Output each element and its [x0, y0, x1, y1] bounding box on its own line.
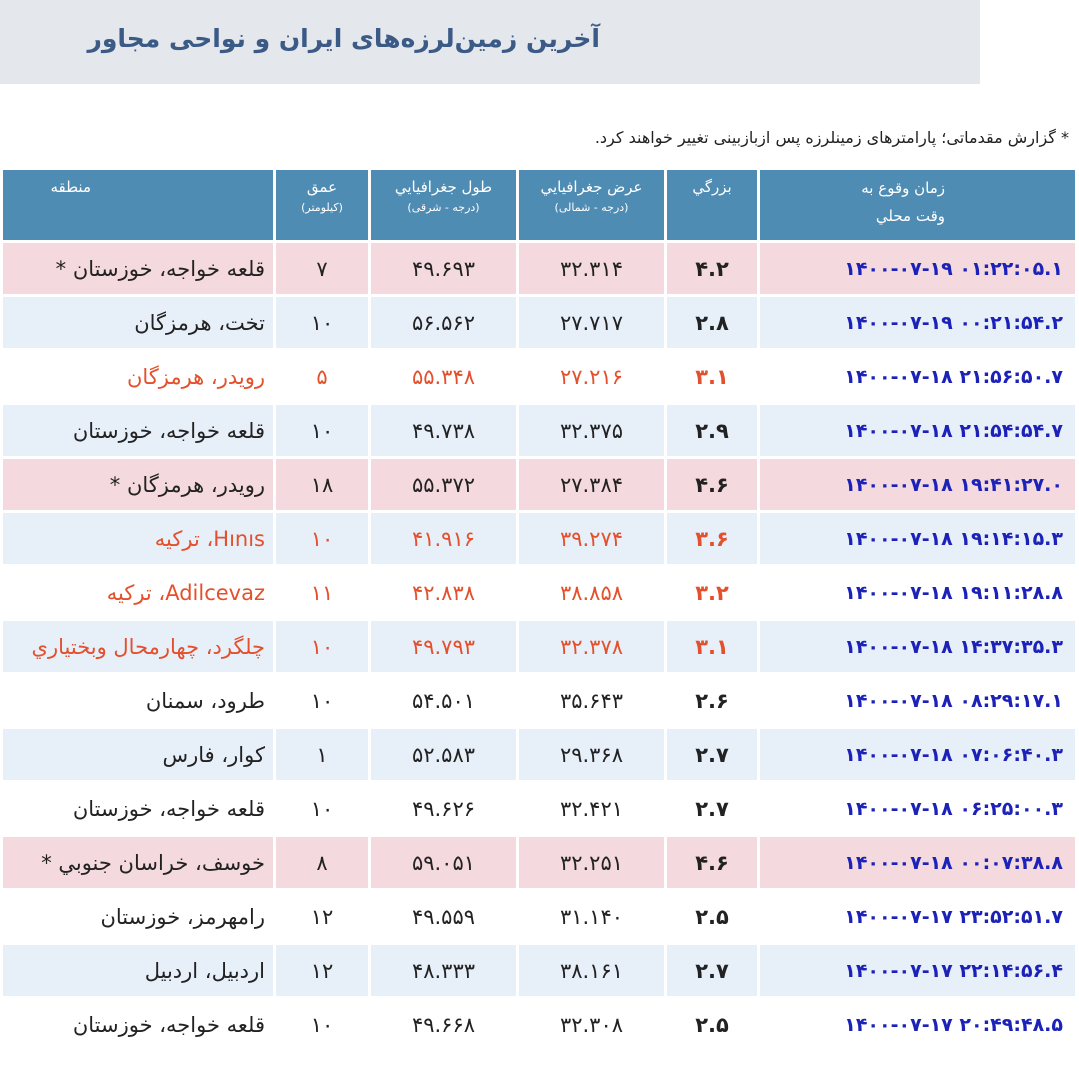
cell-time: ۱۴۰۰-۰۷-۱۸ ۲۱:۵۴:۵۴.۷ — [760, 405, 1075, 456]
cell-latitude: ۳۲.۳۷۵ — [519, 405, 664, 456]
cell-region: كوار، فارس — [3, 729, 273, 780]
header-longitude-label: طول جغرافيايي — [394, 178, 493, 196]
cell-latitude: ۲۷.۳۸۴ — [519, 459, 664, 510]
header-depth-label: عمق — [306, 178, 338, 196]
cell-latitude: ۳۲.۳۷۸ — [519, 621, 664, 672]
cell-time: ۱۴۰۰-۰۷-۱۸ ۰۶:۲۵:۰۰.۳ — [760, 783, 1075, 834]
header-latitude-unit: (درجه - شمالی) — [554, 201, 629, 214]
cell-magnitude: ۲.۷ — [667, 783, 757, 834]
cell-magnitude: ۲.۸ — [667, 297, 757, 348]
cell-time: ۱۴۰۰-۰۷-۱۷ ۲۰:۴۹:۴۸.۵ — [760, 999, 1075, 1050]
cell-latitude: ۲۷.۲۱۶ — [519, 351, 664, 402]
header-longitude[interactable] — [371, 170, 516, 240]
cell-longitude: ۴۹.۵۵۹ — [371, 891, 516, 942]
cell-longitude: ۵۹.۰۵۱ — [371, 837, 516, 888]
table-row[interactable] — [3, 459, 1075, 510]
page-title: آخرین زمین‌لرزه‌های ایران و نواحی مجاور — [87, 24, 600, 53]
table-row[interactable] — [3, 567, 1075, 618]
cell-longitude: ۴۲.۸۳۸ — [371, 567, 516, 618]
cell-time: ۱۴۰۰-۰۷-۱۹ ۰۰:۲۱:۵۴.۲ — [760, 297, 1075, 348]
cell-longitude: ۴۱.۹۱۶ — [371, 513, 516, 564]
cell-magnitude: ۲.۶ — [667, 675, 757, 726]
header-region-label: منطقه — [50, 178, 91, 196]
cell-magnitude: ۲.۵ — [667, 999, 757, 1050]
cell-latitude: ۳۲.۳۱۴ — [519, 243, 664, 294]
cell-depth: ۱۰ — [276, 675, 368, 726]
cell-time: ۱۴۰۰-۰۷-۱۸ ۱۴:۳۷:۳۵.۳ — [760, 621, 1075, 672]
cell-time: ۱۴۰۰-۰۷-۱۸ ۰۷:۰۶:۴۰.۳ — [760, 729, 1075, 780]
table-row[interactable] — [3, 243, 1075, 294]
cell-region: قلعه خواجه، خوزستان — [3, 783, 273, 834]
table-row[interactable] — [3, 945, 1075, 996]
cell-magnitude: ۴.۶ — [667, 837, 757, 888]
cell-longitude: ۴۹.۶۲۶ — [371, 783, 516, 834]
cell-time: ۱۴۰۰-۰۷-۱۸ ۱۹:۴۱:۲۷.۰ — [760, 459, 1075, 510]
table-row[interactable] — [3, 675, 1075, 726]
cell-magnitude: ۳.۱ — [667, 621, 757, 672]
cell-depth: ۷ — [276, 243, 368, 294]
cell-depth: ۱۱ — [276, 567, 368, 618]
table-header-row — [3, 170, 1075, 240]
cell-longitude: ۴۹.۶۹۳ — [371, 243, 516, 294]
header-magnitude[interactable] — [667, 170, 757, 240]
header-latitude-label: عرض جغرافيايي — [540, 178, 643, 196]
cell-latitude: ۳۸.۸۵۸ — [519, 567, 664, 618]
table-row[interactable] — [3, 297, 1075, 348]
cell-time: ۱۴۰۰-۰۷-۱۷ ۲۳:۵۲:۵۱.۷ — [760, 891, 1075, 942]
cell-longitude: ۴۹.۶۶۸ — [371, 999, 516, 1050]
cell-magnitude: ۲.۵ — [667, 891, 757, 942]
cell-longitude: ۴۹.۷۳۸ — [371, 405, 516, 456]
cell-latitude: ۳۲.۴۲۱ — [519, 783, 664, 834]
table-row[interactable] — [3, 837, 1075, 888]
header-magnitude-label: بزرگي — [692, 178, 732, 196]
table-row[interactable] — [3, 783, 1075, 834]
cell-depth: ۵ — [276, 351, 368, 402]
cell-magnitude: ۲.۷ — [667, 945, 757, 996]
cell-latitude: ۲۷.۷۱۷ — [519, 297, 664, 348]
cell-magnitude: ۲.۹ — [667, 405, 757, 456]
cell-magnitude: ۴.۲ — [667, 243, 757, 294]
header-depth-unit: (کیلومتر) — [301, 201, 343, 214]
cell-magnitude: ۳.۱ — [667, 351, 757, 402]
cell-depth: ۱۰ — [276, 297, 368, 348]
table-row[interactable] — [3, 351, 1075, 402]
cell-depth: ۸ — [276, 837, 368, 888]
preliminary-note: * گزارش مقدماتی؛ پارامترهای زمینلرزه پس ازبازبینی تغییر خواهند کرد. — [594, 128, 1069, 147]
cell-latitude: ۳۸.۱۶۱ — [519, 945, 664, 996]
cell-region: طرود، سمنان — [3, 675, 273, 726]
cell-latitude: ۳۲.۲۵۱ — [519, 837, 664, 888]
table-body — [3, 243, 1075, 1050]
cell-magnitude: ۴.۶ — [667, 459, 757, 510]
table-row[interactable] — [3, 891, 1075, 942]
cell-longitude: ۵۲.۵۸۳ — [371, 729, 516, 780]
cell-depth: ۱۰ — [276, 405, 368, 456]
cell-depth: ۱۰ — [276, 513, 368, 564]
cell-region: خوسف، خراسان جنوبي * — [3, 837, 273, 888]
cell-time: ۱۴۰۰-۰۷-۱۸ ۱۹:۱۴:۱۵.۳ — [760, 513, 1075, 564]
cell-region: Adilcevaz، ترکیه — [3, 567, 273, 618]
table-row[interactable] — [3, 621, 1075, 672]
cell-region: قلعه خواجه، خوزستان — [3, 405, 273, 456]
cell-depth: ۱۲ — [276, 945, 368, 996]
cell-depth: ۱۸ — [276, 459, 368, 510]
cell-region: قلعه خواجه، خوزستان * — [3, 243, 273, 294]
cell-latitude: ۳۱.۱۴۰ — [519, 891, 664, 942]
cell-region: چلگرد، چهارمحال وبختياري — [3, 621, 273, 672]
cell-region: قلعه خواجه، خوزستان — [3, 999, 273, 1050]
cell-time: ۱۴۰۰-۰۷-۱۸ ۰۸:۲۹:۱۷.۱ — [760, 675, 1075, 726]
cell-magnitude: ۲.۷ — [667, 729, 757, 780]
cell-magnitude: ۳.۲ — [667, 567, 757, 618]
cell-region: تخت، هرمزگان — [3, 297, 273, 348]
table-row[interactable] — [3, 729, 1075, 780]
cell-region: Hınıs، ترکیه — [3, 513, 273, 564]
cell-longitude: ۵۴.۵۰۱ — [371, 675, 516, 726]
table-row[interactable] — [3, 513, 1075, 564]
cell-time: ۱۴۰۰-۰۷-۱۷ ۲۲:۱۴:۵۶.۴ — [760, 945, 1075, 996]
cell-longitude: ۴۹.۷۹۳ — [371, 621, 516, 672]
cell-longitude: ۵۵.۳۷۲ — [371, 459, 516, 510]
cell-magnitude: ۳.۶ — [667, 513, 757, 564]
cell-time: ۱۴۰۰-۰۷-۱۸ ۰۰:۰۷:۳۸.۸ — [760, 837, 1075, 888]
header-depth[interactable] — [276, 170, 368, 240]
cell-depth: ۱۰ — [276, 999, 368, 1050]
header-time[interactable] — [760, 170, 1075, 240]
cell-longitude: ۵۶.۵۶۲ — [371, 297, 516, 348]
cell-latitude: ۳۹.۲۷۴ — [519, 513, 664, 564]
table-row[interactable] — [3, 405, 1075, 456]
header-time-sub: وقت محلي — [875, 207, 945, 225]
cell-region: رويدر، هرمزگان * — [3, 459, 273, 510]
earthquake-table — [0, 167, 1078, 1053]
cell-region: اردبيل، اردبيل — [3, 945, 273, 996]
cell-time: ۱۴۰۰-۰۷-۱۸ ۱۹:۱۱:۲۸.۸ — [760, 567, 1075, 618]
cell-time: ۱۴۰۰-۰۷-۱۹ ۰۱:۲۲:۰۵.۱ — [760, 243, 1075, 294]
header-region[interactable] — [3, 170, 273, 240]
table-row[interactable] — [3, 999, 1075, 1050]
title-bar — [0, 0, 980, 84]
cell-region: رويدر، هرمزگان — [3, 351, 273, 402]
cell-depth: ۱۲ — [276, 891, 368, 942]
cell-time: ۱۴۰۰-۰۷-۱۸ ۲۱:۵۶:۵۰.۷ — [760, 351, 1075, 402]
cell-latitude: ۲۹.۳۶۸ — [519, 729, 664, 780]
header-time-label: زمان وقوع به — [861, 179, 945, 197]
cell-longitude: ۵۵.۳۴۸ — [371, 351, 516, 402]
cell-depth: ۱ — [276, 729, 368, 780]
cell-latitude: ۳۵.۶۴۳ — [519, 675, 664, 726]
cell-region: رامهرمز، خوزستان — [3, 891, 273, 942]
cell-longitude: ۴۸.۳۳۳ — [371, 945, 516, 996]
cell-depth: ۱۰ — [276, 783, 368, 834]
header-latitude[interactable] — [519, 170, 664, 240]
cell-latitude: ۳۲.۳۰۸ — [519, 999, 664, 1050]
cell-depth: ۱۰ — [276, 621, 368, 672]
header-longitude-unit: (درجه - شرقی) — [407, 201, 480, 214]
